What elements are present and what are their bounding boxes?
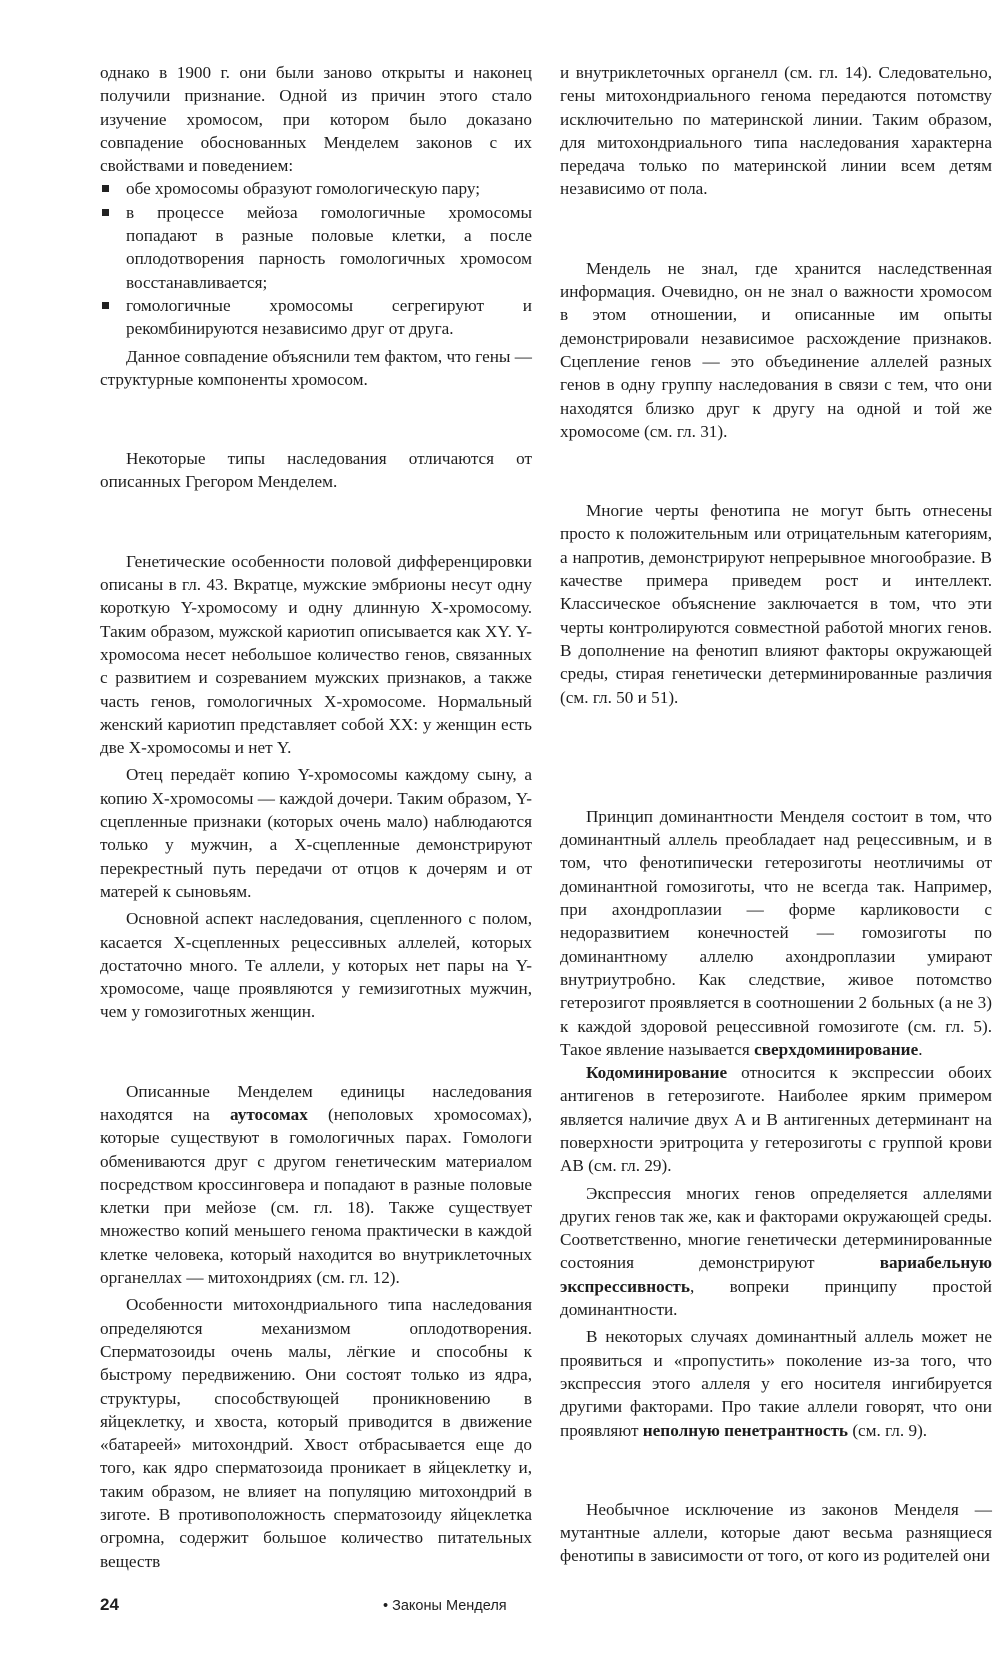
bold-term: сверхдоминирование bbox=[754, 1039, 919, 1059]
paragraph bbox=[560, 1061, 992, 1177]
paragraph: Мендель не знал, где хранится наследственная информация. Очевидно, он не знал о важности хромосом в этом отношении, и описанные им опыты демонстрировали независимое расхождение признаков. Сцепление генов — это объединение аллелей разных генов в одну группу наследования в связи с тем, что они находятся близко друг к другу на одной и той же хромосоме (см. гл. 31). bbox=[560, 258, 992, 441]
bold-term: неполную пенетрантность bbox=[642, 1420, 849, 1440]
paragraph: и внутриклеточных органелл (см. гл. 14). Следовательно, гены митохондриального генома передаются потомству исключительно по материнской линии. Таким образом, для митохондриального типа наследования характерна передача только по материнской линии всем детям независимо от пола. bbox=[560, 63, 992, 199]
paragraph: Данное совпадение объяснили тем фактом, что гены — структурные компоненты хромосом. bbox=[100, 346, 532, 389]
text: Экспрессия многих генов определяется аллелями других генов так же, как и факторами окружающей среды. Соответственно, многие генетически детерминированные состояния демонстрируют bbox=[560, 1183, 992, 1273]
text: В некоторых случаях доминантный аллель может не проявиться и «пропустить» поколение из-за того, что экспрессия этого аллеля у его носителя ингибируется другими факторами. Про такие аллели говорят, что они проявляют bbox=[560, 1327, 992, 1440]
paragraph: Отец передаёт копию Y-хромосомы каждому сыну, а копию X-хромосомы — каждой дочери. Таким образом, Y-сцепленные признаки (которых очень мало) наблюдаются только у мужчин, а X-сцепленные демонстрируют перекрестный путь передачи от отцов к дочерям и от матерей к сыновьям. bbox=[100, 765, 532, 901]
paragraph bbox=[560, 1325, 992, 1441]
paragraph: Особенности митохондриального типа наследования определяются механизмом оплодотворения. Сперматозоиды очень малы, лёгкие и способны к быстрому передвижению. Они состоят только из ядра, структуры, способствующей проникновению в яйцеклетку, и хвоста, который приводится в движение «батареей» митохондрий. Хвост отбрасывается еще до того, как ядро сперматозоида проникает в яйцеклетку и, таким образом, не влияет на популяцию митохондрий в зиготе. В противоположность сперматозоиду яйцеклетка огромна, содержит большое количество питательных веществ bbox=[100, 1295, 532, 1571]
text: (см. гл. 9). bbox=[848, 1420, 928, 1440]
text: , вопреки принципу простой доминантности. bbox=[560, 1276, 992, 1320]
paragraph bbox=[100, 1080, 532, 1290]
bullet-item: гомологичные хромосомы сегрегируют и рекомбинируются независимо друг от друга. bbox=[100, 294, 532, 341]
bold-term: Кодоминирование bbox=[586, 1063, 728, 1083]
paragraph: Некоторые типы наследования отличаются от описанных Грегором Менделем. bbox=[100, 449, 532, 492]
bullet-item: обе хромосомы образуют гомологическую пару; bbox=[100, 177, 532, 200]
page-footer bbox=[100, 1595, 1000, 1615]
text: . bbox=[918, 1039, 923, 1059]
paragraph: Многие черты фенотипа не могут быть отнесены просто к положительным или отрицательным категориям, а напротив, демонстрируют непрерывное многообразие. В качестве примера приведем рост и интеллект. Классическое объяснение заключается в том, что эти черты контролируются совместной работой многих генов. В дополнение на фенотип влияют факторы окружающей среды, стирая генетически детерминированные различия (см. гл. 50 и 51). bbox=[560, 501, 992, 707]
page-number: 24 bbox=[100, 1594, 119, 1614]
right-column bbox=[560, 61, 992, 1568]
text: Принцип доминантности Менделя состоит в том, что доминантный аллель преобладает над рецессивным, и в том, что фенотипически гетерозиготы неотличимы от доминантной гомозиготы, что не всегда так. Например, при ахондроплазии — форме карликовости с недоразвитием конечностей — гомозиготы по доминантному аллелю ахондроплазии умирают внутриутробно. Как следствие, живое потомство гетерозигот проявляется в соотношении 2 больных (а не 3) к каждой здоровой рецессивной гомозиготе (см. гл. 5). Такое явление называется bbox=[560, 806, 992, 1059]
running-footer-title: • Законы Менделя bbox=[383, 1597, 507, 1614]
paragraph bbox=[560, 1182, 992, 1322]
bullet-item: в процессе мейоза гомологичные хромосомы попадают в разные половые клетки, а после оплодотворения парность гомологичных хромосом восстанавливается; bbox=[100, 201, 532, 294]
paragraph: однако в 1900 г. они были заново открыты и наконец получили признание. Одной из причин этого стало изучение хромосом, при котором было доказано совпадение обоснованных Менделем законов с их свойствами и поведением: bbox=[100, 63, 532, 176]
text: (неполовых хромосомах), которые существуют в гомологичных парах. Гомологи обмениваются друг с другом генетическим материалом посредством кроссинговера и попадают в разные половые клетки при мейозе (см. гл. 18). Также существует множество копий меньшего генома практически в каждой клетке человека, который находится во внутриклеточных органеллах — митохондриях (см. гл. 12). bbox=[100, 1104, 532, 1288]
paragraph bbox=[560, 805, 992, 1061]
text: Описанные Менделем единицы наследования находятся на bbox=[100, 1081, 532, 1124]
paragraph: Генетические особенности половой дифференцировки описаны в гл. 43. Вкратце, мужские эмбрионы несут одну короткую Y-хромосому и одну длинную X-хромосому. Таким образом, мужской кариотип описывается как XY. Y-хромосома несет небольшое количество генов, связанных с развитием и созреванием мужских признаков, а также часть генов, гомологичных X-хромосоме. Нормальный женский кариотип представляет собой XX: у женщин есть две X-хромосомы и нет Y. bbox=[100, 551, 532, 758]
text: относится к экспрессии обоих антигенов в гетерозиготе. Наиболее ярким примером является наличие двух A и B антигенных детерминант на поверхности эритроцита у гетерозиготы с группой крови AB (см. гл. 29). bbox=[560, 1063, 992, 1176]
paragraph: Необычное исключение из законов Менделя — мутантные аллели, которые дают весьма разнящиеся фенотипы в зависимости от того, от кого из родителей они bbox=[560, 1499, 992, 1566]
bold-term: вариабельную экспрессивность bbox=[560, 1253, 992, 1296]
left-column bbox=[100, 61, 532, 1573]
bold-term: аутосомах bbox=[230, 1104, 308, 1124]
paragraph: Основной аспект наследования, сцепленного с полом, касается X-сцепленных рецессивных аллелей, которых достаточно много. Те аллели, у которых нет пары на Y-хромосоме, чаще проявляются у гемизиготных мужчин, чем у гомозиготных женщин. bbox=[100, 909, 532, 1022]
